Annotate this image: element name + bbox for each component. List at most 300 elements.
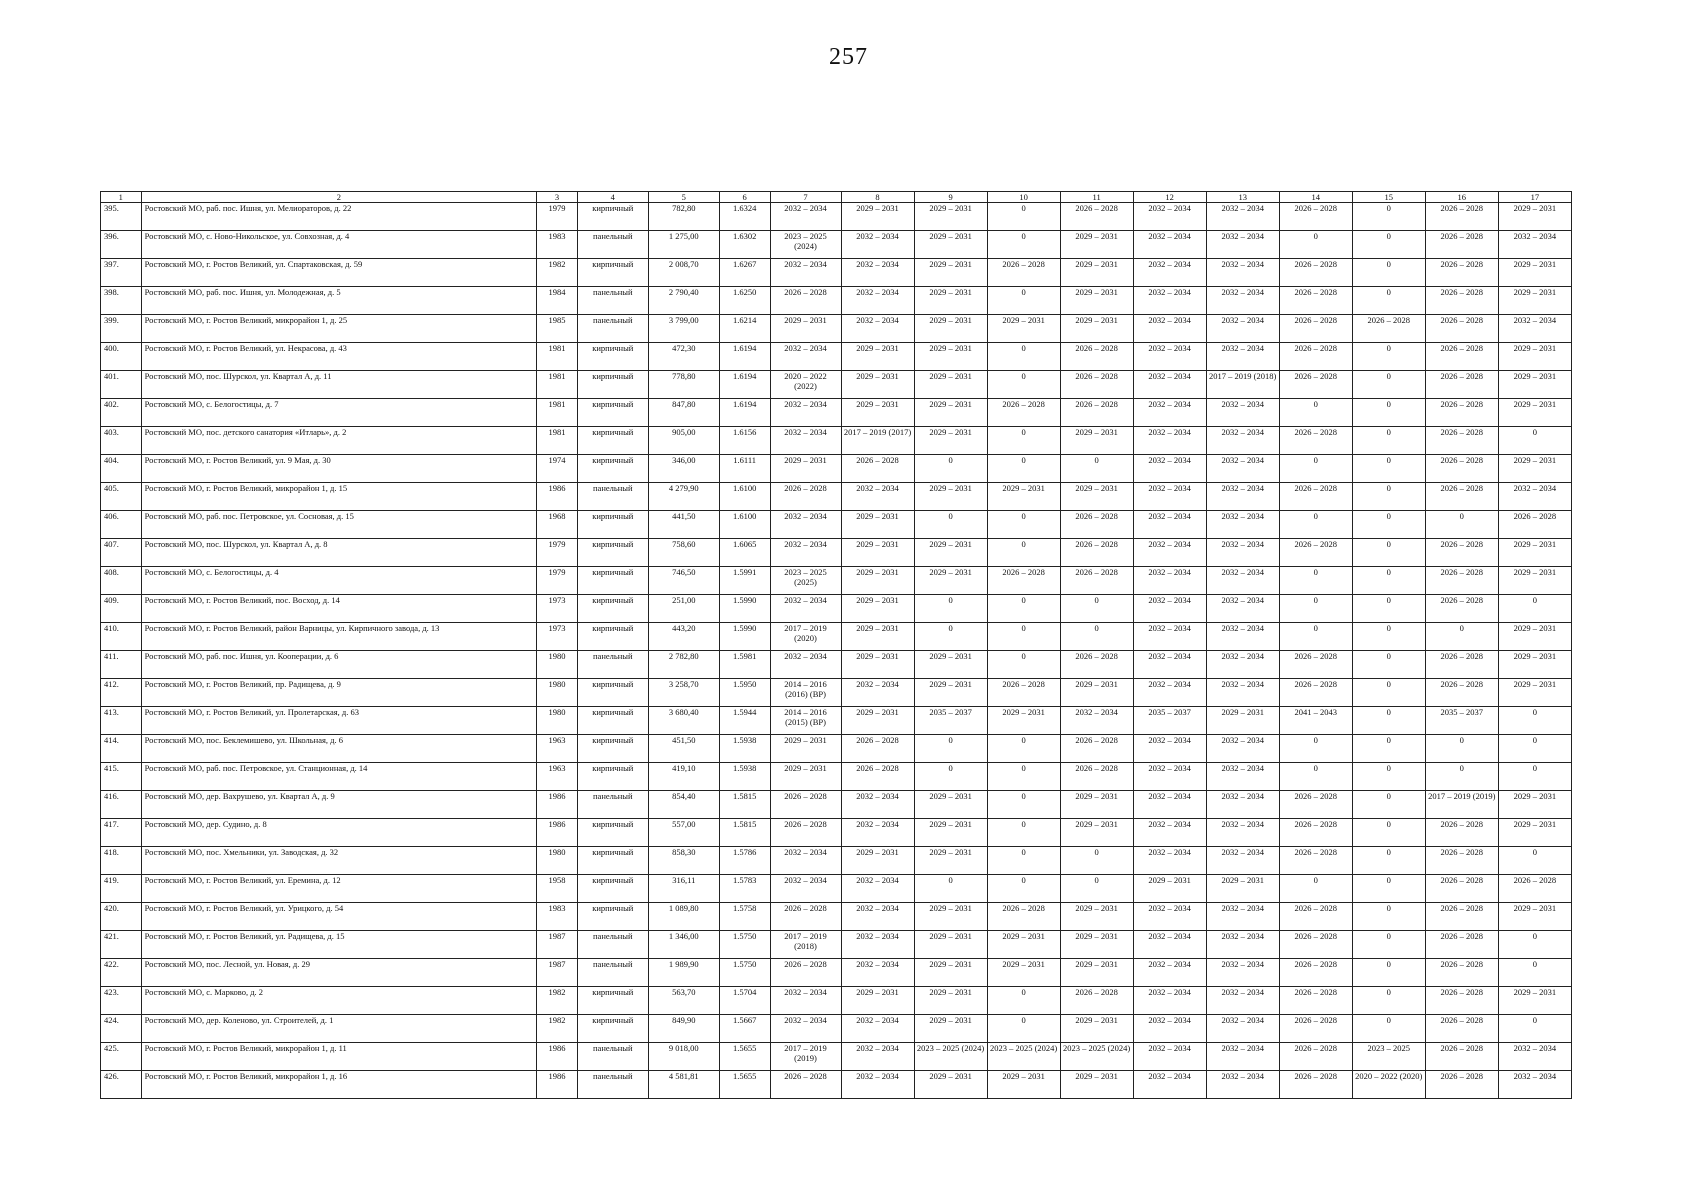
table-cell-col-5: 847,80 (648, 399, 719, 427)
table-cell-col-1: 396. (101, 231, 142, 259)
table-row (101, 567, 1572, 595)
table-cell-col-8: 2032 – 2034 (841, 959, 914, 987)
table-cell-col-10: 0 (987, 343, 1060, 371)
table-cell-col-7: 2023 – 2025 (2025) (770, 567, 841, 595)
table-cell-col-14: 0 (1279, 399, 1352, 427)
table-cell-col-6: 1.5704 (719, 987, 770, 1015)
table-cell-col-17: 2029 – 2031 (1498, 203, 1571, 231)
table-cell-col-3: 1986 (537, 483, 578, 511)
table-cell-col-5: 858,30 (648, 847, 719, 875)
table-cell-col-10: 2029 – 2031 (987, 707, 1060, 735)
table-cell-col-8: 2029 – 2031 (841, 847, 914, 875)
table-cell-col-13: 2017 – 2019 (2018) (1206, 371, 1279, 399)
table-cell-col-4: панельный (577, 931, 648, 959)
table-row (101, 343, 1572, 371)
table-cell-col-15: 0 (1352, 483, 1425, 511)
table-cell-col-9: 0 (914, 735, 987, 763)
table-cell-col-9: 2029 – 2031 (914, 791, 987, 819)
table-cell-col-14: 2026 – 2028 (1279, 259, 1352, 287)
table-cell-col-11: 2029 – 2031 (1060, 959, 1133, 987)
table-cell-col-14: 2026 – 2028 (1279, 287, 1352, 315)
table-cell-col-9: 2029 – 2031 (914, 567, 987, 595)
table-row (101, 707, 1572, 735)
table-cell-col-13: 2032 – 2034 (1206, 567, 1279, 595)
table-cell-col-3: 1979 (537, 203, 578, 231)
table-cell-col-9: 0 (914, 763, 987, 791)
table-cell-col-1: 414. (101, 735, 142, 763)
table-cell-col-5: 758,60 (648, 539, 719, 567)
table-cell-col-11: 0 (1060, 455, 1133, 483)
table-cell-col-7: 2026 – 2028 (770, 483, 841, 511)
table-cell-col-17: 2029 – 2031 (1498, 623, 1571, 651)
column-header-9: 9 (914, 192, 987, 203)
column-header-10: 10 (987, 192, 1060, 203)
table-cell-col-5: 1 989,90 (648, 959, 719, 987)
table-row (101, 1015, 1572, 1043)
table-cell-col-2: Ростовский МО, пос. Шурскол, ул. Квартал А, д. 8 (141, 539, 537, 567)
table-cell-col-12: 2032 – 2034 (1133, 959, 1206, 987)
table-cell-col-8: 2017 – 2019 (2017) (841, 427, 914, 455)
table-cell-col-17: 2029 – 2031 (1498, 791, 1571, 819)
table-cell-col-10: 0 (987, 427, 1060, 455)
table-cell-col-4: панельный (577, 287, 648, 315)
table-cell-col-16: 2026 – 2028 (1425, 259, 1498, 287)
table-cell-col-12: 2032 – 2034 (1133, 679, 1206, 707)
table-cell-col-2: Ростовский МО, г. Ростов Великий, район Варницы, ул. Кирпичного завода, д. 13 (141, 623, 537, 651)
table-cell-col-9: 0 (914, 875, 987, 903)
table-cell-col-4: панельный (577, 791, 648, 819)
table-cell-col-6: 1.5950 (719, 679, 770, 707)
table-cell-col-15: 0 (1352, 539, 1425, 567)
table-cell-col-14: 2026 – 2028 (1279, 427, 1352, 455)
table-cell-col-14: 2026 – 2028 (1279, 819, 1352, 847)
table-cell-col-13: 2032 – 2034 (1206, 1043, 1279, 1071)
table-cell-col-7: 2026 – 2028 (770, 791, 841, 819)
table-cell-col-13: 2032 – 2034 (1206, 203, 1279, 231)
column-header-11: 11 (1060, 192, 1133, 203)
table-cell-col-15: 0 (1352, 231, 1425, 259)
table-cell-col-12: 2032 – 2034 (1133, 1071, 1206, 1099)
table-cell-col-13: 2032 – 2034 (1206, 1015, 1279, 1043)
table-cell-col-17: 0 (1498, 763, 1571, 791)
table-cell-col-13: 2032 – 2034 (1206, 651, 1279, 679)
table-cell-col-9: 2029 – 2031 (914, 315, 987, 343)
table-row (101, 399, 1572, 427)
table-cell-col-2: Ростовский МО, дер. Вахрушево, ул. Квартал А, д. 9 (141, 791, 537, 819)
table-cell-col-5: 472,30 (648, 343, 719, 371)
table-cell-col-6: 1.5667 (719, 1015, 770, 1043)
table-cell-col-16: 2026 – 2028 (1425, 455, 1498, 483)
table-row (101, 903, 1572, 931)
table-cell-col-17: 0 (1498, 1015, 1571, 1043)
table-cell-col-17: 2029 – 2031 (1498, 343, 1571, 371)
table-cell-col-15: 0 (1352, 567, 1425, 595)
table-cell-col-3: 1979 (537, 567, 578, 595)
table-cell-col-2: Ростовский МО, г. Ростов Великий, микрорайон 1, д. 11 (141, 1043, 537, 1071)
table-cell-col-2: Ростовский МО, г. Ростов Великий, ул. Урицкого, д. 54 (141, 903, 537, 931)
table-cell-col-13: 2032 – 2034 (1206, 343, 1279, 371)
table-cell-col-15: 2026 – 2028 (1352, 315, 1425, 343)
table-cell-col-12: 2032 – 2034 (1133, 511, 1206, 539)
table-cell-col-16: 2026 – 2028 (1425, 819, 1498, 847)
table-cell-col-7: 2017 – 2019 (2018) (770, 931, 841, 959)
table-row (101, 791, 1572, 819)
table-cell-col-3: 1981 (537, 399, 578, 427)
table-cell-col-14: 0 (1279, 735, 1352, 763)
table-cell-col-4: кирпичный (577, 1015, 648, 1043)
table-cell-col-14: 2041 – 2043 (1279, 707, 1352, 735)
table-cell-col-5: 1 275,00 (648, 231, 719, 259)
table-cell-col-17: 0 (1498, 595, 1571, 623)
table-cell-col-17: 2026 – 2028 (1498, 875, 1571, 903)
table-cell-col-7: 2032 – 2034 (770, 875, 841, 903)
table-cell-col-16: 0 (1425, 735, 1498, 763)
table-cell-col-13: 2032 – 2034 (1206, 903, 1279, 931)
table-cell-col-11: 2029 – 2031 (1060, 1071, 1133, 1099)
table-cell-col-16: 2026 – 2028 (1425, 343, 1498, 371)
table-cell-col-11: 2029 – 2031 (1060, 259, 1133, 287)
table-cell-col-7: 2032 – 2034 (770, 651, 841, 679)
table-cell-col-6: 1.5655 (719, 1071, 770, 1099)
table-row (101, 511, 1572, 539)
table-cell-col-12: 2032 – 2034 (1133, 1015, 1206, 1043)
table-cell-col-3: 1973 (537, 595, 578, 623)
table-cell-col-12: 2032 – 2034 (1133, 1043, 1206, 1071)
table-cell-col-8: 2029 – 2031 (841, 203, 914, 231)
column-header-5: 5 (648, 192, 719, 203)
table-cell-col-14: 0 (1279, 567, 1352, 595)
table-cell-col-9: 2029 – 2031 (914, 959, 987, 987)
table-cell-col-13: 2029 – 2031 (1206, 707, 1279, 735)
table-cell-col-3: 1984 (537, 287, 578, 315)
table-cell-col-3: 1963 (537, 735, 578, 763)
table-cell-col-7: 2017 – 2019 (2019) (770, 1043, 841, 1071)
table-cell-col-12: 2032 – 2034 (1133, 903, 1206, 931)
table-cell-col-7: 2032 – 2034 (770, 987, 841, 1015)
table-cell-col-9: 2035 – 2037 (914, 707, 987, 735)
table-cell-col-6: 1.6100 (719, 511, 770, 539)
table-cell-col-6: 1.5990 (719, 595, 770, 623)
table-cell-col-3: 1983 (537, 231, 578, 259)
table-cell-col-16: 2026 – 2028 (1425, 1043, 1498, 1071)
table-cell-col-16: 2026 – 2028 (1425, 287, 1498, 315)
table-cell-col-1: 408. (101, 567, 142, 595)
table-cell-col-17: 0 (1498, 735, 1571, 763)
table-row (101, 1043, 1572, 1071)
table-cell-col-4: кирпичный (577, 203, 648, 231)
housing-table-wrapper (100, 191, 1572, 1099)
table-row (101, 959, 1572, 987)
table-cell-col-15: 0 (1352, 847, 1425, 875)
table-cell-col-5: 3 680,40 (648, 707, 719, 735)
table-cell-col-11: 2026 – 2028 (1060, 203, 1133, 231)
table-cell-col-12: 2032 – 2034 (1133, 231, 1206, 259)
table-cell-col-12: 2032 – 2034 (1133, 847, 1206, 875)
column-header-6: 6 (719, 192, 770, 203)
table-cell-col-2: Ростовский МО, г. Ростов Великий, ул. Спартаковская, д. 59 (141, 259, 537, 287)
table-cell-col-5: 316,11 (648, 875, 719, 903)
table-cell-col-11: 2029 – 2031 (1060, 791, 1133, 819)
housing-repair-schedule-table (100, 191, 1572, 1099)
table-cell-col-5: 4 581,81 (648, 1071, 719, 1099)
table-cell-col-14: 2026 – 2028 (1279, 1043, 1352, 1071)
table-cell-col-5: 4 279,90 (648, 483, 719, 511)
table-cell-col-4: кирпичный (577, 539, 648, 567)
table-cell-col-4: кирпичный (577, 763, 648, 791)
table-cell-col-2: Ростовский МО, г. Ростов Великий, ул. Некрасова, д. 43 (141, 343, 537, 371)
table-cell-col-11: 2026 – 2028 (1060, 539, 1133, 567)
table-cell-col-4: панельный (577, 483, 648, 511)
table-cell-col-6: 1.5944 (719, 707, 770, 735)
table-cell-col-14: 2026 – 2028 (1279, 1071, 1352, 1099)
table-cell-col-9: 2029 – 2031 (914, 931, 987, 959)
table-cell-col-13: 2032 – 2034 (1206, 483, 1279, 511)
table-cell-col-1: 401. (101, 371, 142, 399)
table-cell-col-16: 0 (1425, 763, 1498, 791)
table-cell-col-12: 2032 – 2034 (1133, 623, 1206, 651)
table-cell-col-4: панельный (577, 231, 648, 259)
table-cell-col-10: 0 (987, 371, 1060, 399)
table-cell-col-4: кирпичный (577, 819, 648, 847)
table-row (101, 427, 1572, 455)
table-cell-col-8: 2029 – 2031 (841, 651, 914, 679)
table-cell-col-9: 0 (914, 595, 987, 623)
table-cell-col-17: 2032 – 2034 (1498, 1043, 1571, 1071)
table-row (101, 679, 1572, 707)
table-cell-col-14: 2026 – 2028 (1279, 847, 1352, 875)
table-cell-col-10: 0 (987, 595, 1060, 623)
table-cell-col-12: 2032 – 2034 (1133, 987, 1206, 1015)
table-cell-col-1: 420. (101, 903, 142, 931)
table-cell-col-4: кирпичный (577, 455, 648, 483)
table-cell-col-1: 395. (101, 203, 142, 231)
table-cell-col-14: 2026 – 2028 (1279, 1015, 1352, 1043)
table-cell-col-11: 2029 – 2031 (1060, 315, 1133, 343)
table-cell-col-11: 2029 – 2031 (1060, 427, 1133, 455)
table-cell-col-5: 2 790,40 (648, 287, 719, 315)
table-cell-col-7: 2014 – 2016 (2015) (ВР) (770, 707, 841, 735)
table-cell-col-11: 2029 – 2031 (1060, 1015, 1133, 1043)
table-cell-col-11: 2029 – 2031 (1060, 931, 1133, 959)
table-cell-col-12: 2032 – 2034 (1133, 315, 1206, 343)
table-cell-col-8: 2032 – 2034 (841, 903, 914, 931)
table-cell-col-4: панельный (577, 1071, 648, 1099)
table-cell-col-4: кирпичный (577, 427, 648, 455)
table-cell-col-12: 2032 – 2034 (1133, 651, 1206, 679)
table-cell-col-8: 2032 – 2034 (841, 791, 914, 819)
table-row (101, 847, 1572, 875)
table-cell-col-3: 1982 (537, 987, 578, 1015)
table-cell-col-7: 2026 – 2028 (770, 959, 841, 987)
table-cell-col-5: 782,80 (648, 203, 719, 231)
table-cell-col-9: 2029 – 2031 (914, 679, 987, 707)
table-cell-col-9: 2029 – 2031 (914, 259, 987, 287)
table-cell-col-15: 2020 – 2022 (2020) (1352, 1071, 1425, 1099)
table-row (101, 315, 1572, 343)
table-cell-col-15: 0 (1352, 203, 1425, 231)
table-cell-col-5: 746,50 (648, 567, 719, 595)
table-cell-col-10: 2029 – 2031 (987, 959, 1060, 987)
table-cell-col-10: 2029 – 2031 (987, 931, 1060, 959)
table-cell-col-10: 0 (987, 791, 1060, 819)
table-cell-col-5: 2 008,70 (648, 259, 719, 287)
table-cell-col-4: кирпичный (577, 987, 648, 1015)
table-cell-col-1: 411. (101, 651, 142, 679)
table-cell-col-10: 0 (987, 455, 1060, 483)
table-cell-col-7: 2017 – 2019 (2020) (770, 623, 841, 651)
page-number: 257 (829, 44, 868, 70)
table-cell-col-2: Ростовский МО, пос. Лесной, ул. Новая, д. 29 (141, 959, 537, 987)
table-cell-col-11: 2026 – 2028 (1060, 399, 1133, 427)
table-cell-col-11: 2026 – 2028 (1060, 735, 1133, 763)
table-cell-col-6: 1.5990 (719, 623, 770, 651)
table-cell-col-2: Ростовский МО, г. Ростов Великий, ул. Радищева, д. 15 (141, 931, 537, 959)
table-cell-col-17: 2029 – 2031 (1498, 259, 1571, 287)
table-cell-col-7: 2032 – 2034 (770, 343, 841, 371)
table-cell-col-5: 3 799,00 (648, 315, 719, 343)
table-cell-col-8: 2032 – 2034 (841, 931, 914, 959)
table-cell-col-2: Ростовский МО, г. Ростов Великий, микрорайон 1, д. 16 (141, 1071, 537, 1099)
table-cell-col-1: 423. (101, 987, 142, 1015)
table-cell-col-11: 0 (1060, 847, 1133, 875)
table-cell-col-14: 2026 – 2028 (1279, 987, 1352, 1015)
table-cell-col-10: 0 (987, 539, 1060, 567)
table-row (101, 203, 1572, 231)
table-cell-col-9: 2029 – 2031 (914, 483, 987, 511)
table-cell-col-7: 2032 – 2034 (770, 399, 841, 427)
table-cell-col-12: 2032 – 2034 (1133, 791, 1206, 819)
table-cell-col-1: 407. (101, 539, 142, 567)
table-cell-col-2: Ростовский МО, раб. пос. Ишня, ул. Мелиораторов, д. 22 (141, 203, 537, 231)
table-cell-col-5: 443,20 (648, 623, 719, 651)
table-cell-col-8: 2032 – 2034 (841, 1043, 914, 1071)
table-cell-col-16: 0 (1425, 623, 1498, 651)
table-cell-col-3: 1963 (537, 763, 578, 791)
column-header-3: 3 (537, 192, 578, 203)
table-row (101, 1071, 1572, 1099)
table-cell-col-4: кирпичный (577, 847, 648, 875)
table-row (101, 875, 1572, 903)
table-cell-col-9: 2029 – 2031 (914, 427, 987, 455)
table-cell-col-4: кирпичный (577, 399, 648, 427)
table-cell-col-9: 2029 – 2031 (914, 371, 987, 399)
table-cell-col-11: 2029 – 2031 (1060, 679, 1133, 707)
table-cell-col-10: 2029 – 2031 (987, 483, 1060, 511)
table-cell-col-13: 2032 – 2034 (1206, 959, 1279, 987)
table-cell-col-17: 2032 – 2034 (1498, 231, 1571, 259)
table-cell-col-1: 409. (101, 595, 142, 623)
table-cell-col-14: 0 (1279, 875, 1352, 903)
table-cell-col-1: 419. (101, 875, 142, 903)
table-cell-col-12: 2032 – 2034 (1133, 287, 1206, 315)
table-cell-col-2: Ростовский МО, раб. пос. Петровское, ул. Станционная, д. 14 (141, 763, 537, 791)
table-cell-col-3: 1982 (537, 1015, 578, 1043)
table-cell-col-17: 2026 – 2028 (1498, 511, 1571, 539)
table-cell-col-8: 2029 – 2031 (841, 567, 914, 595)
table-cell-col-12: 2029 – 2031 (1133, 875, 1206, 903)
table-cell-col-13: 2032 – 2034 (1206, 679, 1279, 707)
table-cell-col-1: 416. (101, 791, 142, 819)
table-cell-col-17: 2032 – 2034 (1498, 1071, 1571, 1099)
table-cell-col-2: Ростовский МО, г. Ростов Великий, ул. Еремина, д. 12 (141, 875, 537, 903)
table-cell-col-7: 2032 – 2034 (770, 539, 841, 567)
table-cell-col-3: 1981 (537, 343, 578, 371)
table-cell-col-16: 2026 – 2028 (1425, 959, 1498, 987)
table-cell-col-2: Ростовский МО, пос. Беклемишево, ул. Школьная, д. 6 (141, 735, 537, 763)
table-cell-col-2: Ростовский МО, раб. пос. Ишня, ул. Молодежная, д. 5 (141, 287, 537, 315)
column-header-7: 7 (770, 192, 841, 203)
table-cell-col-11: 2026 – 2028 (1060, 567, 1133, 595)
table-cell-col-14: 0 (1279, 511, 1352, 539)
table-cell-col-7: 2014 – 2016 (2016) (ВР) (770, 679, 841, 707)
table-cell-col-16: 2026 – 2028 (1425, 875, 1498, 903)
table-cell-col-12: 2032 – 2034 (1133, 343, 1206, 371)
table-cell-col-8: 2029 – 2031 (841, 707, 914, 735)
table-cell-col-1: 402. (101, 399, 142, 427)
table-cell-col-1: 421. (101, 931, 142, 959)
table-cell-col-10: 0 (987, 1015, 1060, 1043)
table-cell-col-5: 441,50 (648, 511, 719, 539)
table-cell-col-5: 905,00 (648, 427, 719, 455)
table-cell-col-15: 0 (1352, 707, 1425, 735)
column-header-4: 4 (577, 192, 648, 203)
table-cell-col-3: 1973 (537, 623, 578, 651)
table-cell-col-1: 412. (101, 679, 142, 707)
table-cell-col-16: 2026 – 2028 (1425, 595, 1498, 623)
table-cell-col-14: 2026 – 2028 (1279, 931, 1352, 959)
table-cell-col-11: 0 (1060, 595, 1133, 623)
table-row (101, 651, 1572, 679)
table-cell-col-3: 1987 (537, 931, 578, 959)
table-cell-col-2: Ростовский МО, дер. Судино, д. 8 (141, 819, 537, 847)
table-cell-col-13: 2029 – 2031 (1206, 875, 1279, 903)
table-cell-col-16: 2035 – 2037 (1425, 707, 1498, 735)
table-cell-col-5: 1 089,80 (648, 903, 719, 931)
table-cell-col-9: 2029 – 2031 (914, 847, 987, 875)
table-row (101, 595, 1572, 623)
table-cell-col-15: 0 (1352, 679, 1425, 707)
table-cell-col-5: 563,70 (648, 987, 719, 1015)
table-cell-col-10: 2026 – 2028 (987, 399, 1060, 427)
table-cell-col-7: 2029 – 2031 (770, 763, 841, 791)
table-cell-col-16: 2026 – 2028 (1425, 931, 1498, 959)
table-cell-col-17: 2029 – 2031 (1498, 651, 1571, 679)
table-cell-col-16: 2026 – 2028 (1425, 399, 1498, 427)
table-cell-col-6: 1.6111 (719, 455, 770, 483)
table-cell-col-14: 0 (1279, 623, 1352, 651)
table-cell-col-10: 2029 – 2031 (987, 1071, 1060, 1099)
table-cell-col-15: 0 (1352, 931, 1425, 959)
table-cell-col-13: 2032 – 2034 (1206, 259, 1279, 287)
table-cell-col-17: 2029 – 2031 (1498, 371, 1571, 399)
table-cell-col-16: 2026 – 2028 (1425, 539, 1498, 567)
table-cell-col-7: 2032 – 2034 (770, 511, 841, 539)
table-cell-col-1: 417. (101, 819, 142, 847)
table-cell-col-10: 0 (987, 203, 1060, 231)
table-cell-col-2: Ростовский МО, пос. Шурскол, ул. Квартал А, д. 11 (141, 371, 537, 399)
table-cell-col-17: 2029 – 2031 (1498, 987, 1571, 1015)
table-cell-col-12: 2032 – 2034 (1133, 567, 1206, 595)
table-cell-col-17: 2029 – 2031 (1498, 567, 1571, 595)
table-cell-col-2: Ростовский МО, раб. пос. Ишня, ул. Кооперации, д. 6 (141, 651, 537, 679)
table-cell-col-17: 2032 – 2034 (1498, 483, 1571, 511)
table-cell-col-8: 2029 – 2031 (841, 511, 914, 539)
table-cell-col-13: 2032 – 2034 (1206, 847, 1279, 875)
table-cell-col-14: 2026 – 2028 (1279, 791, 1352, 819)
table-cell-col-6: 1.5991 (719, 567, 770, 595)
table-cell-col-1: 400. (101, 343, 142, 371)
table-cell-col-12: 2035 – 2037 (1133, 707, 1206, 735)
